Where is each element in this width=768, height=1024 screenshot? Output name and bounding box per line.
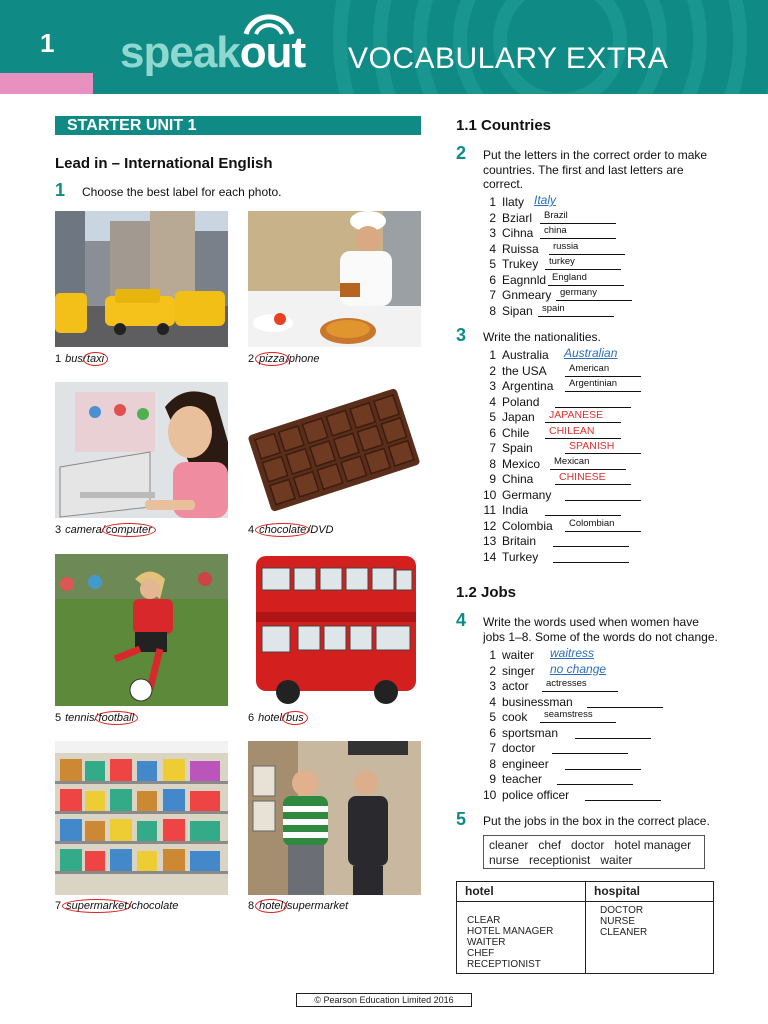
answer-field[interactable]: Mexican (550, 456, 626, 470)
answer-field[interactable]: JAPANESE (545, 409, 621, 423)
item-number: 1 (489, 348, 496, 362)
item-word: waiter (502, 648, 535, 662)
step-number: 1 (55, 180, 66, 200)
caption-number: 6 (248, 712, 255, 724)
photo-london-bus (248, 554, 421, 706)
table-header-hospital: hospital (586, 882, 714, 902)
circled-answer[interactable]: computer (102, 523, 156, 537)
item-number: 11 (483, 503, 496, 517)
item-number: 3 (489, 226, 496, 240)
list-item (483, 211, 532, 225)
list-item (483, 195, 524, 209)
answer-field[interactable]: waitress (550, 646, 595, 660)
photo-city-taxis (55, 211, 228, 347)
unit-number: 1 (40, 28, 55, 58)
circled-answer[interactable]: hotel (255, 899, 287, 913)
list-item (483, 288, 551, 302)
item-word: China (502, 472, 534, 486)
answer-field[interactable] (565, 756, 641, 770)
item-word: Argentina (502, 379, 554, 393)
item-number: 14 (483, 549, 497, 564)
item-word: Ruissa (502, 241, 539, 256)
photo-hotel-guests (248, 741, 421, 895)
answer-field[interactable]: CHINESE (555, 471, 631, 485)
answer-field[interactable] (585, 787, 661, 801)
option-text: /supermarket (283, 900, 349, 912)
answer-field[interactable] (552, 740, 628, 754)
item-word: engineer (502, 756, 549, 771)
item-word: cook (502, 710, 528, 724)
list-item (483, 457, 540, 471)
item-number: 2 (489, 363, 496, 378)
item-number: 1 (489, 648, 496, 662)
brand-out: out (239, 28, 306, 77)
answer-field[interactable] (565, 487, 641, 501)
list-item (483, 695, 573, 709)
item-number: 10 (483, 487, 497, 502)
answer-field[interactable] (557, 771, 633, 785)
list-item (483, 788, 569, 802)
brand-speak: speak (120, 28, 240, 77)
answer-field[interactable]: germany (556, 287, 632, 301)
table-entry: WAITER (467, 937, 506, 948)
step-number: 4 (456, 610, 467, 630)
item-number: 4 (489, 394, 496, 409)
item-number: 6 (489, 425, 496, 440)
item-word: Spain (502, 441, 533, 455)
item-word: Turkey (502, 549, 539, 564)
list-item (483, 710, 527, 724)
caption-7 (55, 900, 178, 912)
item-word: Sipan (502, 303, 533, 318)
item-number: 2 (489, 210, 496, 225)
instruction: Write the nationalities. (483, 330, 601, 344)
table-entry: CLEAR (467, 915, 501, 926)
list-item (483, 679, 529, 693)
caption-number: 4 (248, 524, 255, 536)
item-word: Japan (502, 410, 535, 424)
step-number: 5 (456, 809, 467, 829)
item-number: 5 (489, 257, 496, 271)
list-item (483, 441, 533, 455)
item-word: the USA (502, 363, 547, 378)
list-item (483, 741, 535, 755)
lead-in-heading: Lead in – International English (55, 155, 273, 172)
instruction: Put the letters in the correct order to make countries. The first and last letters are correct. (483, 148, 708, 191)
item-number: 12 (483, 518, 497, 533)
step-number: 3 (456, 325, 467, 345)
item-number: 9 (489, 472, 496, 486)
item-number: 7 (489, 741, 496, 755)
item-word: Gnmeary (502, 288, 552, 302)
caption-number: 8 (248, 900, 255, 912)
starter-unit-banner: STARTER UNIT 1 (55, 116, 421, 135)
item-word: actor (502, 679, 529, 693)
item-word: Britain (502, 534, 537, 548)
item-word: singer (502, 663, 535, 678)
item-word: teacher (502, 772, 543, 786)
item-number: 4 (489, 241, 496, 256)
caption-2 (248, 353, 319, 365)
photo-girl-football (55, 554, 228, 706)
jobs-heading: 1.2 Jobs (456, 584, 517, 601)
list-item (483, 534, 536, 548)
answer-field[interactable]: CHILEAN (545, 425, 621, 439)
item-number: 7 (489, 288, 496, 302)
jobs-table (456, 881, 714, 974)
caption-4 (248, 524, 334, 536)
answer-field[interactable] (545, 502, 621, 516)
item-number: 13 (483, 534, 497, 548)
item-word: Trukey (502, 257, 539, 271)
page-title: VOCABULARY EXTRA (348, 42, 669, 75)
answer-field[interactable]: turkey (545, 256, 621, 270)
item-number: 6 (489, 725, 496, 740)
answer-field[interactable] (553, 549, 629, 563)
list-item (483, 519, 553, 533)
item-word: police officer (502, 787, 570, 802)
answer-field[interactable]: seamstress (540, 709, 616, 723)
table-entry: HOTEL MANAGER (467, 926, 554, 937)
caption-5 (55, 712, 135, 724)
item-number: 7 (489, 441, 496, 455)
item-number: 5 (489, 710, 496, 724)
answer-field[interactable]: England (548, 272, 624, 286)
hospital-cell[interactable] (586, 902, 714, 974)
page-header (0, 0, 768, 94)
word-box-line: cleaner chef doctor hotel manager (489, 838, 692, 852)
list-item (483, 273, 546, 287)
item-word: sportsman (502, 725, 559, 740)
circled-answer[interactable]: taxi (83, 352, 108, 366)
pink-accent-bar (0, 73, 93, 94)
item-word: Australia (502, 348, 549, 362)
item-word: Bziarl (502, 210, 533, 225)
list-item (483, 648, 534, 662)
item-number: 8 (489, 303, 496, 318)
list-item (483, 395, 539, 409)
item-number: 1 (489, 195, 496, 209)
item-word: India (502, 503, 529, 517)
item-word: Eagnnld (502, 272, 547, 287)
item-word: businessman (502, 694, 573, 709)
word-box (483, 835, 705, 869)
unit-number-box (0, 0, 93, 73)
answer-field[interactable]: Colombian (565, 518, 641, 532)
item-word: Germany (502, 487, 552, 502)
word-box-line: nurse receptionist waiter (489, 853, 633, 867)
circled-answer[interactable]: bus (282, 711, 308, 725)
caption-number: 7 (55, 900, 62, 912)
item-word: Colombia (502, 518, 553, 533)
list-item (483, 488, 551, 502)
instruction: Put the jobs in the box in the correct place. (483, 814, 710, 828)
caption-number: 1 (55, 353, 62, 365)
answer-field[interactable]: no change (550, 661, 607, 676)
caption-number: 2 (248, 353, 255, 365)
item-word: doctor (502, 741, 536, 755)
option-text: /DVD (307, 524, 334, 536)
list-item (483, 242, 539, 256)
option-text: camera/ (65, 524, 105, 536)
table-entry: DOCTOR (600, 905, 644, 916)
copyright-footer: © Pearson Education Limited 2016 (296, 993, 472, 1007)
option-text: hotel/ (258, 712, 286, 724)
answer-field[interactable] (587, 694, 663, 708)
option-text: bus/ (65, 353, 86, 365)
option-text: /chocolate (128, 900, 179, 912)
circled-answer[interactable]: football (95, 711, 138, 725)
list-item (483, 550, 538, 564)
caption-1 (55, 353, 105, 365)
answer-field[interactable]: American (565, 363, 641, 377)
list-item (483, 304, 533, 318)
circled-answer[interactable]: pizza (255, 352, 289, 366)
answer-field[interactable]: russia (549, 241, 625, 255)
item-word: Mexico (502, 456, 541, 471)
table-entry: CLEANER (600, 927, 648, 938)
item-word: Poland (502, 394, 540, 409)
caption-number: 5 (55, 712, 62, 724)
circled-answer[interactable]: supermarket (62, 899, 131, 913)
table-entry: RECEPTIONIST (467, 959, 541, 970)
photo-girl-computer (55, 382, 228, 518)
wifi-arc-icon (240, 14, 298, 36)
item-word: Chile (502, 425, 530, 440)
list-item (483, 348, 549, 362)
answer-field[interactable]: SPANISH (565, 440, 641, 454)
item-number: 2 (489, 663, 496, 678)
hotel-cell[interactable] (457, 902, 586, 974)
answer-field[interactable]: china (540, 225, 616, 239)
answer-field[interactable]: actresses (542, 678, 618, 692)
item-number: 10 (483, 787, 497, 802)
item-number: 3 (489, 379, 496, 393)
photo-chef-pizza (248, 211, 421, 347)
table-entry: CHEF (467, 948, 495, 959)
instruction: Choose the best label for each photo. (82, 185, 282, 199)
caption-number: 3 (55, 524, 62, 536)
item-number: 8 (489, 456, 496, 471)
list-item (483, 472, 533, 486)
answer-field[interactable] (553, 533, 629, 547)
item-number: 5 (489, 410, 496, 424)
list-item (483, 364, 547, 378)
list-item (483, 503, 528, 517)
item-number: 3 (489, 679, 496, 693)
list-item (483, 664, 535, 678)
answer-field[interactable] (575, 725, 651, 739)
list-item (483, 426, 529, 440)
table-entry: NURSE (600, 916, 636, 927)
photo-supermarket-aisle (55, 741, 228, 895)
answer-field[interactable]: Brazil (540, 210, 616, 224)
photo-chocolate-bar (248, 382, 421, 518)
caption-3 (55, 524, 153, 536)
countries-heading: 1.1 Countries (456, 117, 552, 134)
item-number: 9 (489, 772, 496, 786)
item-number: 6 (489, 272, 496, 287)
item-number: 8 (489, 756, 496, 771)
item-word: Cihna (502, 226, 534, 240)
list-item (483, 226, 533, 240)
list-item (483, 757, 549, 771)
item-word: Ilaty (502, 195, 525, 209)
list-item (483, 257, 538, 271)
item-number: 4 (489, 694, 496, 709)
option-text: /phone (285, 353, 320, 365)
list-item (483, 379, 553, 393)
option-text: tennis/ (65, 712, 98, 724)
answer-field[interactable]: Argentinian (565, 378, 641, 392)
step-number: 2 (456, 143, 467, 163)
list-item (483, 410, 535, 424)
answer-field[interactable]: Italy (534, 193, 557, 207)
list-item (483, 772, 542, 786)
circled-answer[interactable]: chocolate (255, 523, 310, 537)
table-header-hotel: hotel (457, 882, 586, 902)
answer-field[interactable]: spain (538, 303, 614, 317)
answer-field[interactable]: Australian (564, 346, 618, 360)
instruction: Write the words used when women have jobs 1–8. Some of the words do not change. (483, 615, 718, 644)
answer-field[interactable] (555, 394, 631, 408)
list-item (483, 726, 558, 740)
caption-6 (248, 712, 305, 724)
caption-8 (248, 900, 348, 912)
